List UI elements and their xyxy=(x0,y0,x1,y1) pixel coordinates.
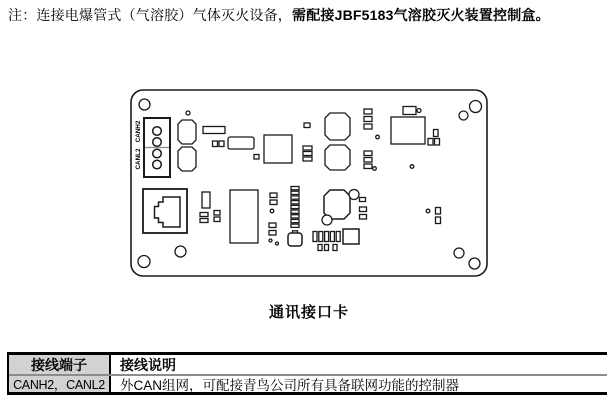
label-canl2: CANL2 xyxy=(135,148,142,170)
header-description: 接线说明 xyxy=(120,356,176,373)
table-row xyxy=(9,376,607,392)
ic-chip xyxy=(391,117,425,144)
cell-description: 外CAN组网，可配接青鸟公司所有具备联网功能的控制器 xyxy=(120,378,460,393)
ic-chip xyxy=(264,135,292,163)
ic-chip xyxy=(230,190,258,243)
header-terminal: 接线端子 xyxy=(9,355,111,374)
note-bold-part: 需配接JBF5183气溶胶灭火装置控制盒。 xyxy=(292,7,550,23)
figure-caption: 通讯接口卡 xyxy=(268,304,349,321)
table-header-row xyxy=(9,355,607,376)
wiring-table xyxy=(7,352,607,395)
label-canh2: CANH2 xyxy=(135,120,142,143)
cell-terminal: CANH2，CANL2 xyxy=(9,376,111,392)
rj45-connector xyxy=(143,189,187,233)
note-normal-part: 注：连接电爆管式（气溶胶）气体灭火设备， xyxy=(8,7,292,23)
